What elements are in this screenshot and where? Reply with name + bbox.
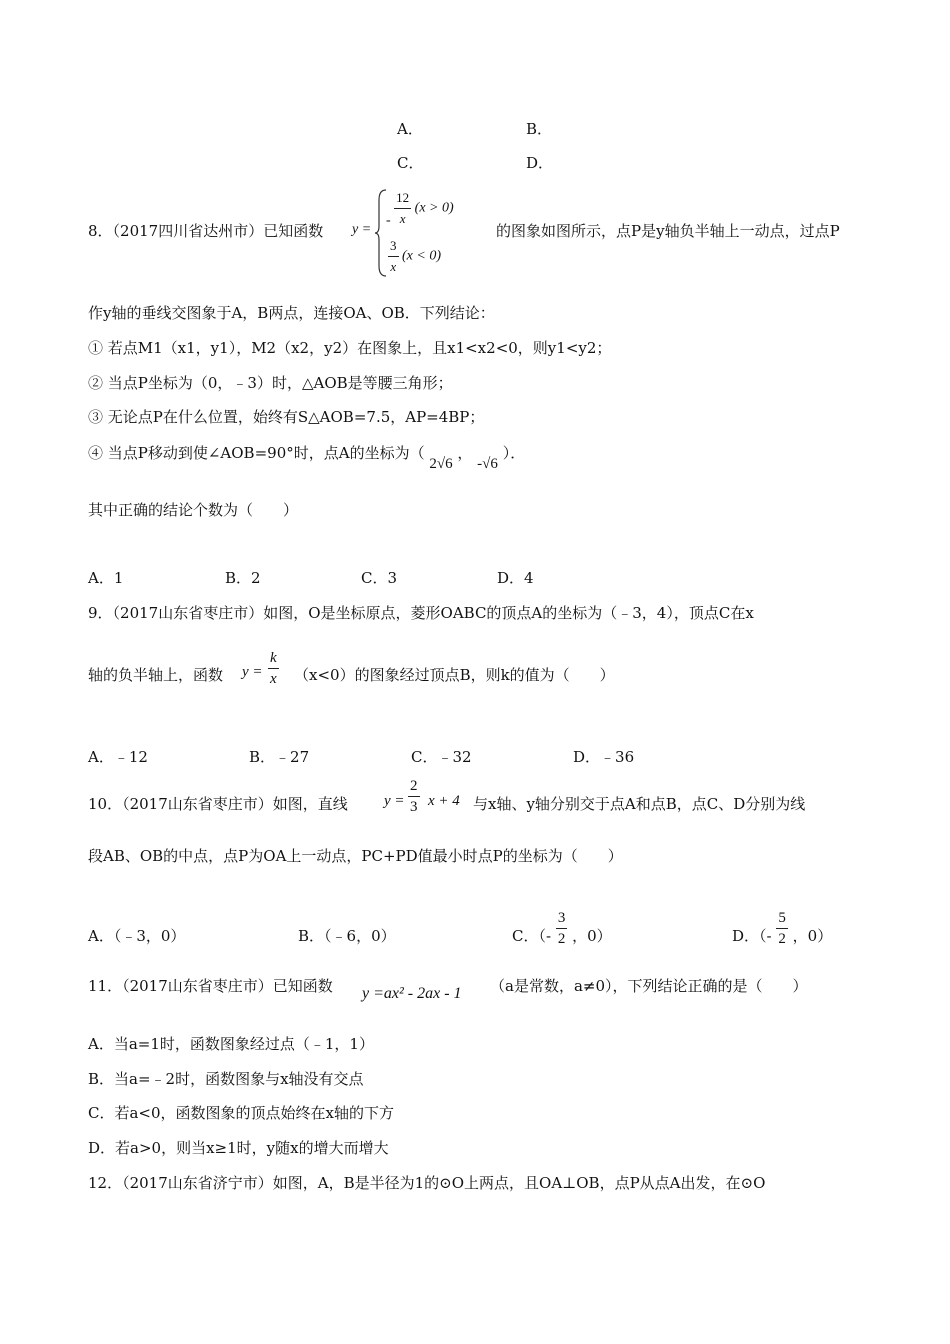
q9-line2-post: （x<0）的图象经过顶点B，则k的值为（ ） [294, 666, 615, 684]
q8-option-a: A．1 [88, 569, 124, 587]
q8-coord-x: 2√6 [429, 456, 453, 472]
q8-ask: 其中正确的结论个数为（ ） [88, 501, 299, 519]
q9-line1: 9．（2017山东省枣庄市）如图，O是坐标原点，菱形OABC的顶点A的坐标为（﹣3，4），顶点C在x [88, 604, 754, 622]
q9-option-b: B．﹣27 [249, 748, 310, 766]
q9-y-eq: y = [242, 664, 263, 680]
q8-conclusion-1: ① 若点M1（x1，y1），M2（x2，y2）在图象上，且x1<x2<0，则y1<y2； [88, 339, 612, 357]
q11-option-a: A．当a=1时，函数图象经过点（﹣1，1） [88, 1035, 374, 1053]
q9-fraction: $\frac{k}{x}$ [270, 650, 277, 687]
q10-option-c: C．（- $\frac{3}{2}$ ，0） [512, 910, 612, 947]
q7-option-a: A． [397, 120, 423, 138]
q10-option-b: B．（﹣6，0） [298, 927, 396, 945]
q10-tail: x + 4 [428, 793, 460, 809]
q9-option-c: C．﹣32 [411, 748, 472, 766]
q7-option-d: D． [526, 154, 554, 172]
q11-option-d: D．若a>0，则当x≥1时，y随x的增大而增大 [88, 1139, 389, 1157]
q8-line2: 作y轴的垂线交图象于A，B两点，连接OA、OB．下列结论： [88, 304, 495, 322]
q8-prefix: 8．（2017四川省达州市）已知函数 [88, 222, 324, 240]
q10-line2: 段AB、OB的中点，点P为OA上一动点，PC+PD值最小时点P的坐标为（ ） [88, 847, 623, 865]
q9-option-d: D．﹣36 [573, 748, 635, 766]
q11-pre: 11．（2017山东省枣庄市）已知函数 [88, 977, 333, 995]
q8-conclusion-3: ③ 无论点P在什么位置，始终有S△AOB=7.5，AP=4BP； [88, 408, 485, 426]
q8-fx: y = [352, 222, 372, 237]
q10-fraction: $\frac{2}{3}$ [410, 778, 418, 815]
q10-post: 与x轴、y轴分别交于点A和点B，点C、D分别为线 [473, 795, 806, 813]
q11-formula: y =ax² - 2ax - 1 [362, 985, 462, 1002]
q8-option-d: D．4 [497, 569, 534, 587]
q8-option-b: B．2 [225, 569, 261, 587]
q8-option-c: C．3 [361, 569, 398, 587]
q8-suffix: 的图象如图所示，点P是y轴负半轴上一动点，过点P [496, 222, 840, 240]
q7-option-b: B． [526, 120, 553, 138]
q7-option-c: C． [397, 154, 424, 172]
q9-option-a: A．﹣12 [88, 748, 148, 766]
q8-piece1: - $\frac{12}{x}$ (x > 0) [386, 190, 454, 228]
q8-conclusion-4: ④ 当点P移动到使∠AOB=90°时，点A的坐标为（ 2√6 ， -√6 ）． [88, 444, 526, 472]
q10-pre: 10．（2017山东省枣庄市）如图，直线 [88, 795, 348, 813]
q8-piece2: $\frac{3}{x}$ (x < 0) [390, 238, 441, 274]
q8-coord-y: -√6 [477, 456, 498, 472]
q10-option-a: A．（﹣3，0） [88, 927, 186, 945]
q10-y-eq: y = [384, 793, 405, 809]
q10-option-d: D．（- $\frac{5}{2}$ ，0） [732, 910, 833, 947]
q11-option-b: B．当a=﹣2时，函数图象与x轴没有交点 [88, 1070, 364, 1088]
q11-post: （a是常数，a≠0），下列结论正确的是（ ） [490, 977, 808, 995]
q11-option-c: C．若a<0，函数图象的顶点始终在x轴的下方 [88, 1104, 394, 1122]
q12-line1: 12．（2017山东省济宁市）如图，A，B是半径为1的⊙O上两点，且OA⊥OB，点P从点A出发，在⊙O [88, 1174, 766, 1192]
q9-line2-pre: 轴的负半轴上，函数 [88, 666, 224, 684]
q8-conclusion-2: ② 当点P坐标为（0，﹣3）时，△AOB是等腰三角形； [88, 374, 453, 392]
